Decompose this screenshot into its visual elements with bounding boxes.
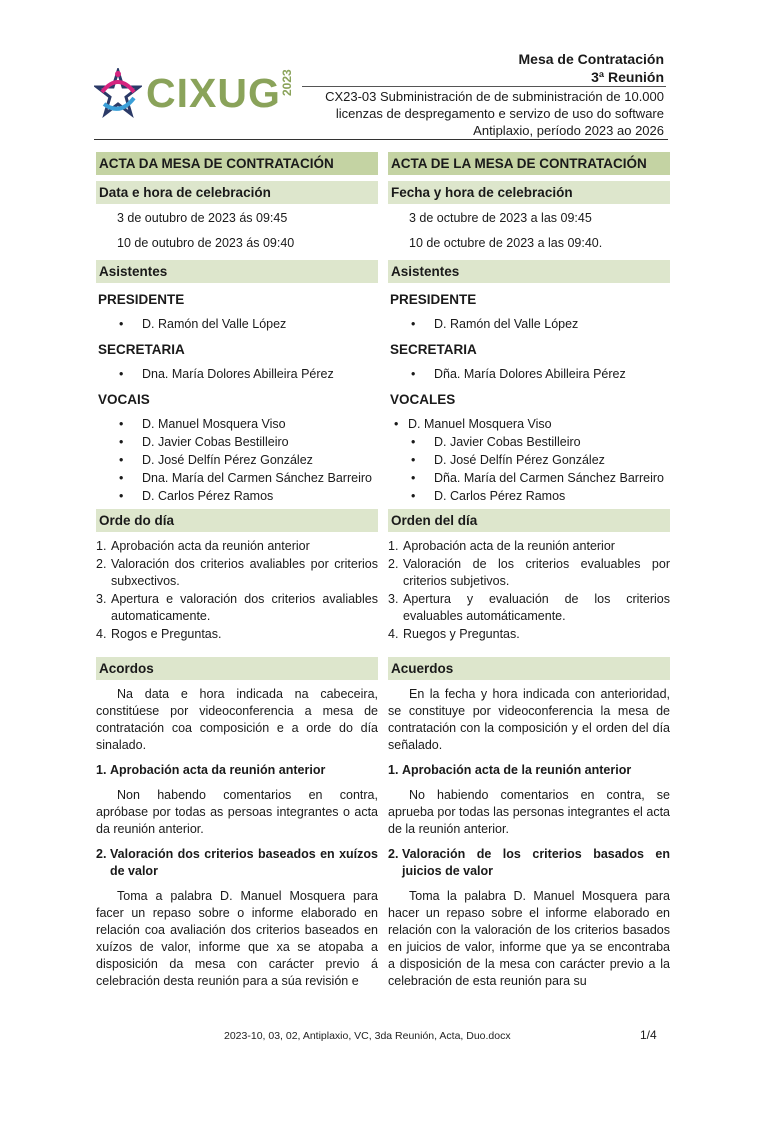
item-number: 1. bbox=[388, 539, 399, 553]
agenda-text: Valoración de los criterios evaluables por criterios subjetivos. bbox=[403, 557, 670, 588]
agenda-text: Aprobación acta de la reunión anterior bbox=[403, 539, 615, 553]
list-item bbox=[96, 556, 378, 590]
column-spanish bbox=[388, 152, 670, 998]
cixug-logo bbox=[94, 68, 294, 120]
list-item: • Dña. María del Carmen Sánchez Barreiro bbox=[388, 470, 670, 487]
list-item: • Dna. María del Carmen Sánchez Barreiro bbox=[96, 470, 378, 487]
vocals-label: VOCALES bbox=[390, 392, 456, 407]
date-heading: Fecha y hora de celebración bbox=[388, 181, 670, 204]
item-number: 2. bbox=[96, 557, 107, 571]
item-paragraph: Toma a palabra D. Manuel Mosquera para facer un repaso sobre o informe elaborado en relación coa avaliación dos criterios baseados en xuízos de valor, informe que xa se atopaba a disposición da mesa con carácter previo á celebración desta reunión para a súa revisión e bbox=[96, 889, 378, 988]
agenda-text: Valoración dos criterios avaliables por criterios subxectivos. bbox=[111, 557, 378, 588]
list-item bbox=[388, 591, 670, 625]
item-number: 2. bbox=[388, 557, 399, 571]
attendees-heading: Asistentes bbox=[96, 260, 378, 283]
list-item bbox=[388, 538, 670, 555]
item-title: Aprobación acta da reunión anterior bbox=[110, 763, 326, 777]
list-item: • D. Manuel Mosquera Viso bbox=[96, 416, 378, 433]
page-number: 1/4 bbox=[640, 1028, 657, 1042]
item-heading bbox=[96, 846, 378, 880]
agenda-text: Apertura e valoración dos criterios avaliables automaticamente. bbox=[111, 592, 378, 623]
secretary-name: • Dña. María Dolores Abilleira Pérez bbox=[388, 366, 670, 383]
list-item bbox=[96, 626, 378, 643]
agenda-heading: Orden del día bbox=[388, 509, 670, 532]
header-bottom-rule bbox=[94, 139, 668, 140]
attendees-heading: Asistentes bbox=[388, 260, 670, 283]
item-title: Aprobación acta de la reunión anterior bbox=[402, 763, 632, 777]
date-line: 3 de outubro de 2023 ás 09:45 bbox=[117, 211, 288, 225]
item-number: 2. bbox=[96, 847, 107, 861]
secretary-label: SECRETARIA bbox=[98, 342, 185, 357]
intro-paragraph: Na data e hora indicada na cabeceira, constitúese por videoconferencia a mesa de contratación coa composición e a orde do día sinalado. bbox=[96, 687, 378, 752]
section-title: ACTA DA MESA DE CONTRATACIÓN bbox=[96, 152, 378, 175]
list-item: • D. Javier Cobas Bestilleiro bbox=[96, 434, 378, 451]
list-item: • D. Carlos Pérez Ramos bbox=[96, 488, 378, 505]
agreements-heading: Acuerdos bbox=[388, 657, 670, 680]
footer-filename: 2023-10, 03, 02, Antiplaxio, VC, 3da Reunión, Acta, Duo.docx bbox=[224, 1030, 511, 1042]
item-heading bbox=[388, 762, 670, 779]
logo-year: 2023 bbox=[280, 69, 294, 96]
list-item bbox=[388, 556, 670, 590]
list-item: • D. Manuel Mosquera Viso bbox=[388, 416, 670, 433]
header-meeting: 3ª Reunión bbox=[591, 69, 664, 85]
item-paragraph: Non habendo comentarios en contra, apróbase por todas as persoas integrantes o acta da reunión anterior. bbox=[96, 788, 378, 836]
logo-wordmark: CIXUG bbox=[146, 70, 281, 116]
item-number: 3. bbox=[96, 592, 107, 606]
date-heading: Data e hora de celebración bbox=[96, 181, 378, 204]
date-line: 10 de octubre de 2023 a las 09:40. bbox=[409, 236, 603, 250]
list-item bbox=[96, 591, 378, 625]
agenda-text: Apertura y evaluación de los criterios evaluables automáticamente. bbox=[403, 592, 670, 623]
header-contract-line-3: Antiplaxio, período 2023 ao 2026 bbox=[473, 123, 664, 138]
header-contract-line-2: licenzas de despregamento e servizo de uso do software bbox=[335, 106, 664, 121]
date-line: 10 de outubro de 2023 ás 09:40 bbox=[117, 236, 295, 250]
list-item bbox=[388, 626, 670, 643]
intro-paragraph: En la fecha y hora indicada con anterioridad, se constituye por videoconferencia la mesa de contratación con la composición y el orden del día señalado. bbox=[388, 687, 670, 752]
page-header bbox=[94, 50, 668, 140]
agenda-heading: Orde do día bbox=[96, 509, 378, 532]
item-title: Valoración de los criterios basados en juicios de valor bbox=[402, 847, 670, 878]
president-label: PRESIDENTE bbox=[98, 292, 185, 307]
secretary-label: SECRETARIA bbox=[390, 342, 477, 357]
item-number: 4. bbox=[388, 627, 399, 641]
president-label: PRESIDENTE bbox=[390, 292, 477, 307]
agenda-text: Aprobación acta da reunión anterior bbox=[111, 539, 310, 553]
vocals-label: VOCAIS bbox=[98, 392, 150, 407]
president-name: • D. Ramón del Valle López bbox=[388, 316, 670, 333]
agenda-text: Rogos e Preguntas. bbox=[111, 627, 222, 641]
agenda-text: Ruegos y Preguntas. bbox=[403, 627, 520, 641]
list-item bbox=[96, 538, 378, 555]
item-number: 1. bbox=[388, 763, 399, 777]
item-heading bbox=[388, 846, 670, 880]
item-heading bbox=[96, 762, 378, 779]
list-item: • D. José Delfín Pérez González bbox=[388, 452, 670, 469]
item-number: 1. bbox=[96, 763, 107, 777]
section-title: ACTA DE LA MESA DE CONTRATACIÓN bbox=[388, 152, 670, 175]
item-number: 4. bbox=[96, 627, 107, 641]
list-item: • D. Carlos Pérez Ramos bbox=[388, 488, 670, 505]
president-name: • D. Ramón del Valle López bbox=[96, 316, 378, 333]
header-contract-line-1: CX23-03 Subministración de de subministración de 10.000 bbox=[325, 89, 664, 104]
header-divider bbox=[302, 86, 666, 87]
logo-star-icon bbox=[94, 68, 142, 118]
item-paragraph: Toma la palabra D. Manuel Mosquera para hacer un repaso sobre el informe elaborado en relación con la valoración de los criterios basados en juicios de valor, informe que ya se encontraba a disposición de la mesa con carácter previo a la celebración de esta reunión para su bbox=[388, 889, 670, 988]
item-title: Valoración dos criterios baseados en xuízos de valor bbox=[110, 847, 378, 878]
header-title: Mesa de Contratación bbox=[518, 51, 664, 67]
item-number: 2. bbox=[388, 847, 399, 861]
item-paragraph: No habiendo comentarios en contra, se aprueba por todas las personas integrantes el acta de la reunión anterior. bbox=[388, 788, 670, 836]
date-line: 3 de octubre de 2023 a las 09:45 bbox=[409, 211, 592, 225]
agreements-heading: Acordos bbox=[96, 657, 378, 680]
item-number: 1. bbox=[96, 539, 107, 553]
secretary-name: • Dna. María Dolores Abilleira Pérez bbox=[96, 366, 378, 383]
item-number: 3. bbox=[388, 592, 399, 606]
header-meta bbox=[304, 50, 664, 139]
column-galician bbox=[96, 152, 378, 998]
list-item: • D. José Delfín Pérez González bbox=[96, 452, 378, 469]
list-item: • D. Javier Cobas Bestilleiro bbox=[388, 434, 670, 451]
